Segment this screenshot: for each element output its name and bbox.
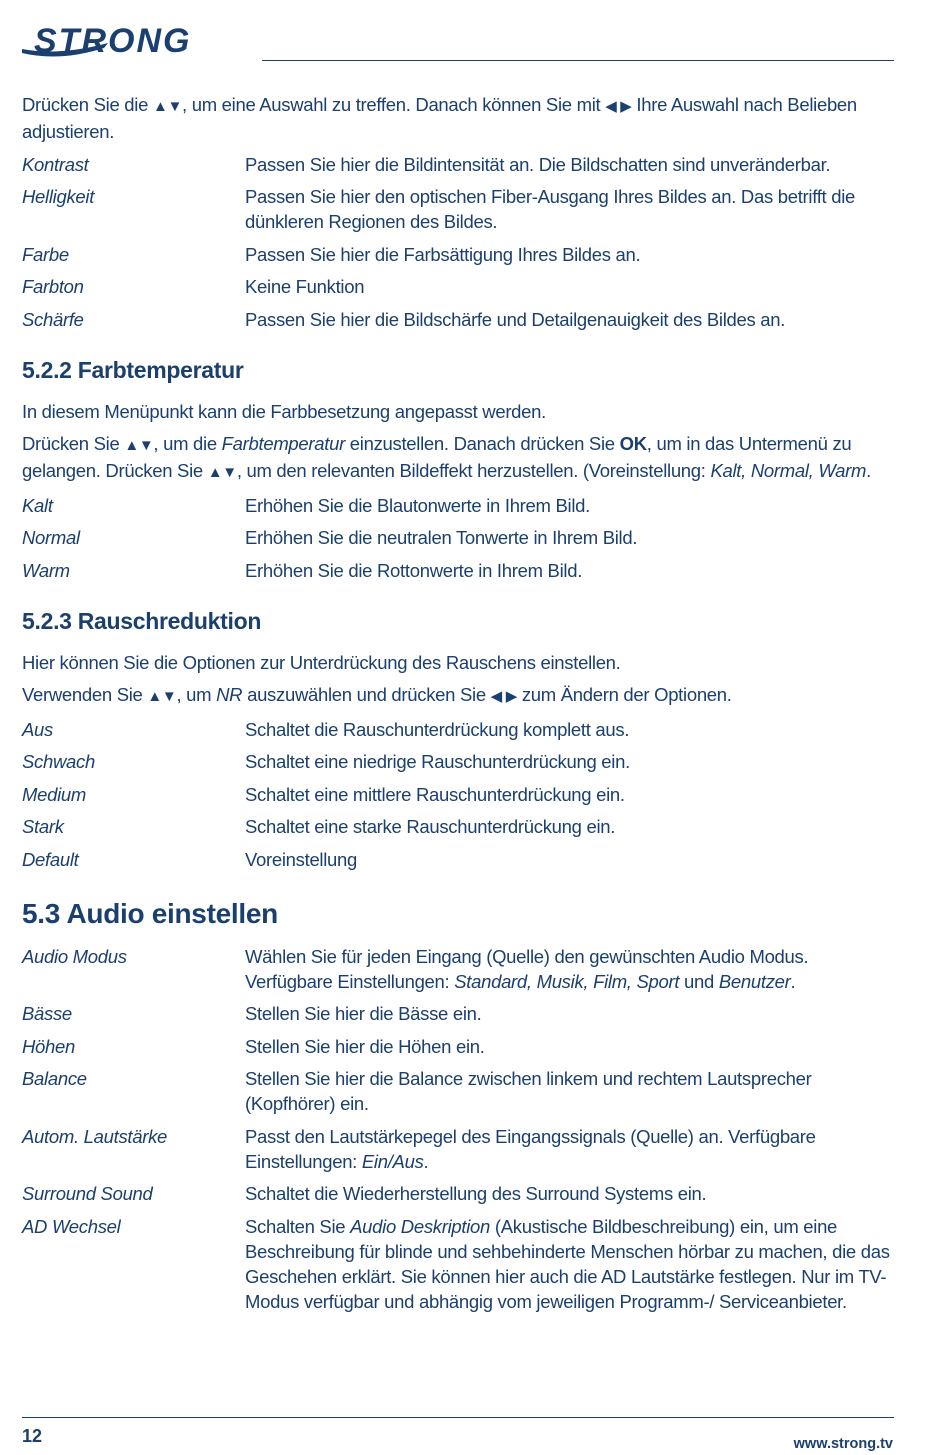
rauschreduktion-instructions: Verwenden Sie ▲▼, um NR auszuwählen und drücken Sie ◀ ▶ zum Ändern der Optionen. xyxy=(22,684,732,705)
term: Kalt xyxy=(22,494,53,516)
intro-paragraph: Drücken Sie die ▲▼, um eine Auswahl zu treffen. Danach können Sie mit ◀ ▶ Ihre Auswahl nach Belieben adjustieren. xyxy=(22,94,857,142)
up-down-arrow-icon: ▲▼ xyxy=(124,437,154,454)
description: Schaltet eine starke Rauschunterdrückung ein. xyxy=(245,816,616,837)
term: Aus xyxy=(22,718,53,740)
description: Wählen Sie für jeden Eingang (Quelle) den gewünschten Audio Modus. Verfügbare Einstellungen: Standard, Musik, Film, Sport und Benutzer. xyxy=(245,945,809,992)
definition-row xyxy=(22,944,892,994)
definition-row xyxy=(22,814,892,839)
definition-row xyxy=(22,1034,892,1059)
definition-row xyxy=(22,1001,892,1026)
term: Warm xyxy=(22,559,70,581)
header-rule xyxy=(262,60,894,61)
term: Medium xyxy=(22,783,86,805)
description: Stellen Sie hier die Höhen ein. xyxy=(245,1035,485,1057)
definition-row xyxy=(22,1124,892,1174)
description: Stellen Sie hier die Bässe ein. xyxy=(245,1003,482,1024)
section-heading-farbtemperatur: 5.2.2 Farbtemperatur xyxy=(22,356,244,383)
up-down-arrow-icon: ▲▼ xyxy=(207,464,237,481)
description: Schaltet eine niedrige Rauschunterdrückung ein. xyxy=(245,751,630,772)
description: Passen Sie hier die Bildintensität an. Die Bildschatten sind unveränderbar. xyxy=(245,153,831,175)
strong-logo xyxy=(20,18,230,62)
term: Audio Modus xyxy=(22,945,127,967)
section-heading-rauschreduktion: 5.2.3 Rauschreduktion xyxy=(22,607,262,634)
definition-row xyxy=(22,749,892,774)
term: Farbe xyxy=(22,243,69,265)
term: Bässe xyxy=(22,1003,72,1024)
definition-row xyxy=(22,1066,892,1116)
description: Stellen Sie hier die Balance zwischen linkem und rechtem Lautsprecher (Kopfhörer) ein. xyxy=(245,1068,812,1114)
description: Schaltet eine mittlere Rauschunterdrückung ein. xyxy=(245,783,625,805)
term: Default xyxy=(22,848,79,870)
description: Keine Funktion xyxy=(245,276,365,297)
definition-row xyxy=(22,1181,892,1206)
ok-key-label: OK xyxy=(619,433,647,454)
up-down-arrow-icon: ▲▼ xyxy=(152,98,183,115)
page-number: 12 xyxy=(22,1426,43,1446)
definition-row xyxy=(22,307,892,332)
term: Höhen xyxy=(22,1035,76,1057)
rauschreduktion-intro: Hier können Sie die Optionen zur Unterdrückung des Rauschens einstellen. xyxy=(22,651,621,673)
definition-row xyxy=(22,274,892,299)
term: Stark xyxy=(22,816,64,837)
term: Schärfe xyxy=(22,308,84,330)
page-content xyxy=(22,92,892,1321)
logo-text: STRONG xyxy=(34,22,192,60)
left-right-arrow-icon: ◀ ▶ xyxy=(490,688,517,705)
definition-row xyxy=(22,782,892,807)
description: Passen Sie hier den optischen Fiber-Ausgang Ihres Bildes an. Das betrifft die dünkleren Regionen des Bildes. xyxy=(245,186,856,232)
definition-row xyxy=(22,558,892,583)
term: Schwach xyxy=(22,751,95,772)
description: Passt den Lautstärkepegel des Eingangssignals (Quelle) an. Verfügbare Einstellungen: Ein/Aus. xyxy=(245,1125,816,1172)
description: Voreinstellung xyxy=(245,848,358,870)
website-link[interactable]: www.strong.tv xyxy=(793,1436,893,1452)
term: Surround Sound xyxy=(22,1183,153,1204)
definition-row xyxy=(22,152,892,177)
definition-row xyxy=(22,493,892,518)
description: Schaltet die Rauschunterdrückung komplett aus. xyxy=(245,718,630,740)
term: Normal xyxy=(22,527,80,548)
definition-row xyxy=(22,184,892,234)
description: Erhöhen Sie die neutralen Tonwerte in Ihrem Bild. xyxy=(245,527,638,548)
term: Farbton xyxy=(22,276,84,297)
footer-rule xyxy=(22,1417,894,1418)
term: Autom. Lautstärke xyxy=(22,1125,168,1147)
definition-row xyxy=(22,847,892,872)
description: Schaltet die Wiederherstellung des Surround Systems ein. xyxy=(245,1183,707,1204)
term: Helligkeit xyxy=(22,186,95,207)
up-down-arrow-icon: ▲▼ xyxy=(147,688,177,705)
farbtemperatur-instructions: Drücken Sie ▲▼, um die Farbtemperatur einzustellen. Danach drücken Sie OK, um in das Untermenü zu gelangen. Drücken Sie ▲▼, um den relevanten Bildeffekt herzustellen. (Voreinstellung: Kalt, Normal, Warm. xyxy=(22,433,871,481)
description: Erhöhen Sie die Rottonwerte in Ihrem Bild. xyxy=(245,559,583,581)
definition-row xyxy=(22,1214,892,1314)
description: Passen Sie hier die Bildschärfe und Detailgenauigkeit des Bildes an. xyxy=(245,308,786,330)
description: Passen Sie hier die Farbsättigung Ihres Bildes an. xyxy=(245,243,641,265)
term: Kontrast xyxy=(22,153,89,175)
strong-logo-graphic xyxy=(20,18,230,62)
term: Balance xyxy=(22,1068,87,1089)
definition-row xyxy=(22,242,892,267)
description: Schalten Sie Audio Deskription (Akustische Bildbeschreibung) ein, um eine Beschreibung für blinde und sehbehinderte Menschen hörbar zu machen, die das Geschehen erklärt. Sie können hier auch die AD Lautstärke festlegen. Nur im TV-Modus verfügbar und abhängig vom jeweiligen Programm-/ Serviceanbieter. xyxy=(245,1215,890,1312)
farbtemperatur-intro: In diesem Menüpunkt kann die Farbbesetzung angepasst werden. xyxy=(22,400,546,422)
definition-row xyxy=(22,717,892,742)
definition-row xyxy=(22,525,892,550)
left-right-arrow-icon: ◀ ▶ xyxy=(605,98,632,115)
section-heading-audio: 5.3 Audio einstellen xyxy=(22,897,278,929)
term: AD Wechsel xyxy=(22,1215,121,1237)
description: Erhöhen Sie die Blautonwerte in Ihrem Bild. xyxy=(245,494,590,516)
